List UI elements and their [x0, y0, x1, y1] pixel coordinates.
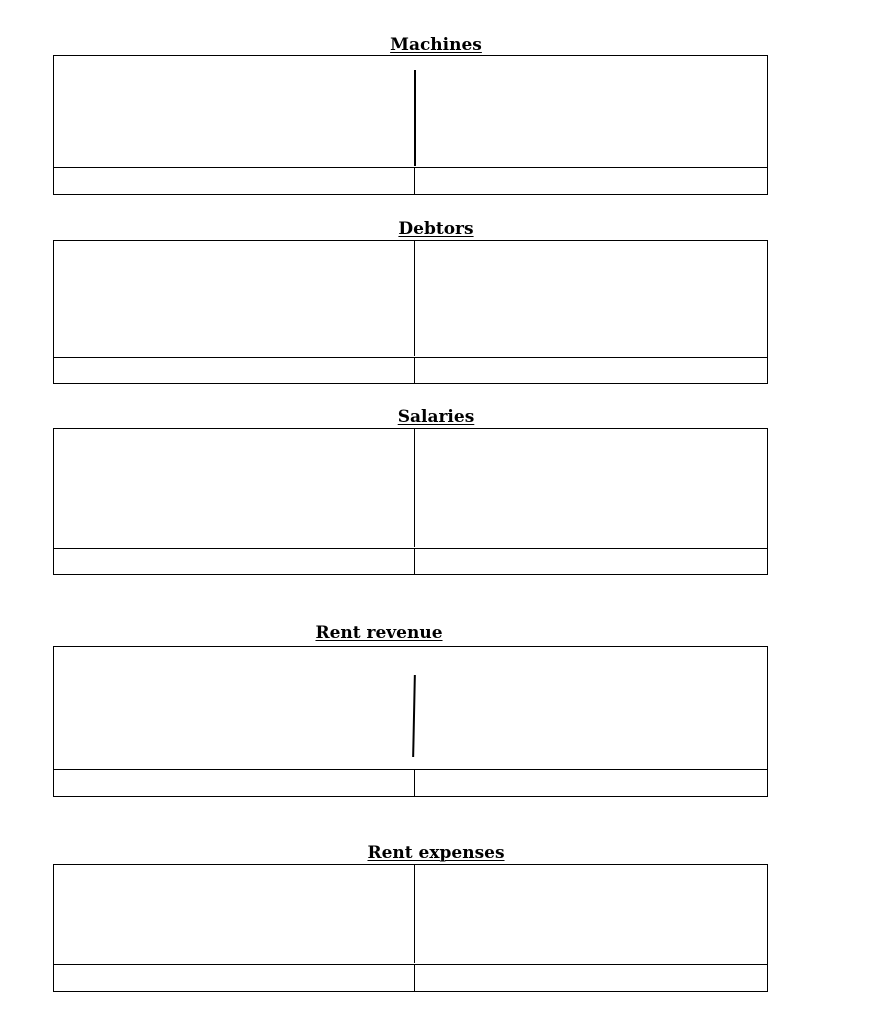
account-title-rent-expenses: Rent expenses [367, 843, 505, 863]
t-account-rent-revenue [53, 646, 768, 797]
debit-total-cell [54, 167, 414, 194]
t-account-salaries [53, 428, 768, 575]
t-account-body [54, 56, 767, 168]
credit-total-cell [416, 357, 767, 383]
total-row [54, 167, 767, 194]
debit-total-cell [54, 548, 414, 574]
t-account-rent-expenses [53, 864, 768, 992]
total-divider [414, 357, 415, 383]
total-divider [414, 548, 415, 574]
debit-total-cell [54, 964, 414, 991]
total-divider [414, 167, 415, 194]
t-account-body [54, 429, 767, 549]
debit-total-cell [54, 769, 414, 796]
credit-total-cell [416, 769, 767, 796]
total-row [54, 357, 767, 383]
center-divider [414, 429, 415, 547]
account-title-machines: Machines [390, 35, 482, 55]
center-divider [414, 865, 415, 963]
total-row [54, 548, 767, 574]
t-account-body [54, 865, 767, 965]
credit-total-cell [416, 548, 767, 574]
debit-total-cell [54, 357, 414, 383]
credit-total-cell [416, 167, 767, 194]
account-title-rent-revenue: Rent revenue [315, 623, 443, 643]
t-account-debtors [53, 240, 768, 384]
credit-side [416, 56, 767, 166]
total-divider [414, 769, 415, 796]
center-divider [414, 241, 415, 356]
debit-side [54, 56, 414, 166]
total-row [54, 964, 767, 991]
t-account-body [54, 241, 767, 358]
center-divider [412, 675, 416, 757]
center-divider [414, 70, 416, 166]
t-account-machines [53, 55, 768, 195]
account-title-salaries: Salaries [397, 407, 475, 427]
total-divider [414, 964, 415, 991]
account-title-debtors: Debtors [398, 219, 474, 239]
total-row [54, 769, 767, 796]
t-account-body [54, 647, 767, 770]
credit-total-cell [416, 964, 767, 991]
